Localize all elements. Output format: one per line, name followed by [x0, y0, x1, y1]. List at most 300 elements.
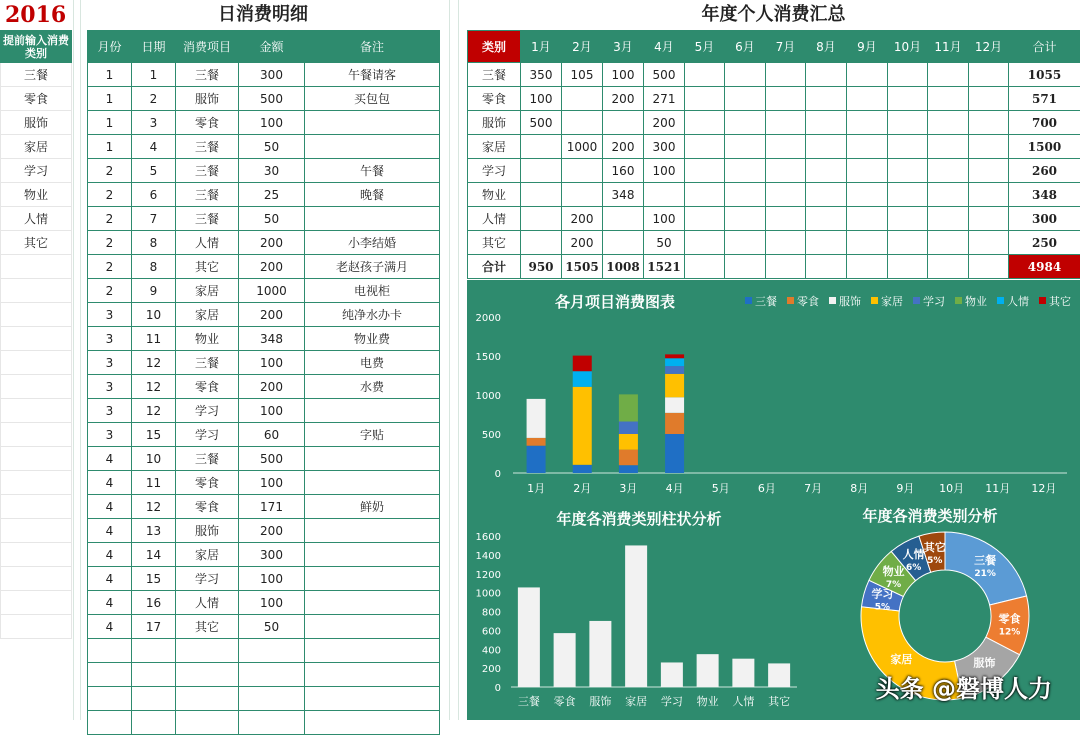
summary-total-row	[468, 255, 1080, 279]
summary-value[interactable]: 350	[521, 63, 562, 87]
summary-row-total[interactable]: 348	[1009, 183, 1080, 207]
summary-value[interactable]	[969, 63, 1009, 87]
summary-value[interactable]	[806, 111, 847, 135]
empty-cell[interactable]	[176, 663, 239, 687]
daily-cell[interactable]: 2	[88, 279, 132, 303]
summary-value[interactable]	[847, 231, 888, 255]
daily-cell[interactable]: 午餐请客	[305, 63, 440, 87]
category-cell[interactable]: 学习	[1, 159, 72, 183]
summary-value[interactable]	[521, 135, 562, 159]
daily-cell[interactable]: 11	[132, 471, 176, 495]
summary-value[interactable]	[847, 87, 888, 111]
summary-row-total[interactable]: 260	[1009, 159, 1080, 183]
summary-value[interactable]	[725, 183, 766, 207]
daily-cell[interactable]: 12	[132, 399, 176, 423]
summary-category[interactable]: 物业	[468, 183, 521, 207]
daily-cell[interactable]: 100	[239, 399, 305, 423]
year-cell[interactable]: 2016	[0, 0, 72, 30]
daily-cell[interactable]: 100	[239, 471, 305, 495]
summary-value[interactable]	[685, 231, 725, 255]
daily-cell[interactable]: 12	[132, 495, 176, 519]
category-cell[interactable]: 零食	[1, 87, 72, 111]
summary-value[interactable]	[521, 183, 562, 207]
summary-value[interactable]	[766, 63, 806, 87]
summary-value[interactable]: 200	[603, 87, 644, 111]
summary-value[interactable]	[847, 63, 888, 87]
empty-cell[interactable]	[1, 591, 72, 615]
empty-cell[interactable]	[1, 279, 72, 303]
daily-cell[interactable]: 3	[88, 327, 132, 351]
daily-cell[interactable]: 零食	[176, 495, 239, 519]
summary-value[interactable]	[928, 87, 969, 111]
stacked-bar-segment	[665, 358, 684, 366]
daily-cell[interactable]: 三餐	[176, 207, 239, 231]
empty-cell[interactable]	[132, 687, 176, 711]
daily-cell[interactable]: 1000	[239, 279, 305, 303]
empty-cell[interactable]	[176, 711, 239, 735]
summary-value[interactable]	[766, 207, 806, 231]
daily-cell[interactable]: 3	[132, 111, 176, 135]
summary-category[interactable]: 人情	[468, 207, 521, 231]
summary-value[interactable]: 200	[603, 135, 644, 159]
summary-value[interactable]	[685, 63, 725, 87]
summary-value[interactable]	[603, 111, 644, 135]
daily-cell[interactable]: 其它	[176, 615, 239, 639]
summary-value[interactable]	[928, 231, 969, 255]
daily-cell[interactable]: 学习	[176, 399, 239, 423]
daily-cell[interactable]: 3	[88, 399, 132, 423]
daily-cell[interactable]	[305, 399, 440, 423]
empty-cell[interactable]	[239, 639, 305, 663]
summary-row-total[interactable]: 250	[1009, 231, 1080, 255]
summary-row-total[interactable]: 700	[1009, 111, 1080, 135]
daily-cell[interactable]: 物业费	[305, 327, 440, 351]
daily-cell[interactable]: 12	[132, 351, 176, 375]
summary-value[interactable]	[806, 63, 847, 87]
daily-cell[interactable]: 三餐	[176, 159, 239, 183]
daily-cell[interactable]: 1	[132, 63, 176, 87]
daily-cell[interactable]: 零食	[176, 111, 239, 135]
summary-value[interactable]	[766, 159, 806, 183]
daily-cell[interactable]: 服饰	[176, 519, 239, 543]
daily-cell[interactable]: 7	[132, 207, 176, 231]
summary-row-total[interactable]: 1500	[1009, 135, 1080, 159]
empty-cell[interactable]	[1, 471, 72, 495]
daily-cell[interactable]: 三餐	[176, 351, 239, 375]
daily-cell[interactable]	[305, 615, 440, 639]
summary-month-total[interactable]: 950	[521, 255, 562, 279]
summary-category[interactable]: 零食	[468, 87, 521, 111]
daily-cell[interactable]: 1	[88, 135, 132, 159]
daily-cell[interactable]: 晚餐	[305, 183, 440, 207]
daily-cell[interactable]: 50	[239, 615, 305, 639]
daily-cell[interactable]: 171	[239, 495, 305, 519]
empty-cell[interactable]	[1, 495, 72, 519]
category-cell[interactable]: 三餐	[1, 63, 72, 87]
summary-row-total[interactable]: 1055	[1009, 63, 1080, 87]
summary-value[interactable]	[806, 87, 847, 111]
summary-value[interactable]	[888, 111, 928, 135]
summary-value[interactable]	[969, 207, 1009, 231]
summary-value[interactable]	[562, 183, 603, 207]
daily-cell[interactable]: 4	[88, 447, 132, 471]
summary-value[interactable]	[725, 111, 766, 135]
daily-cell[interactable]: 三餐	[176, 63, 239, 87]
daily-cell[interactable]: 2	[88, 183, 132, 207]
daily-cell[interactable]: 5	[132, 159, 176, 183]
summary-row-total[interactable]: 571	[1009, 87, 1080, 111]
daily-cell[interactable]: 2	[88, 231, 132, 255]
category-cell[interactable]: 家居	[1, 135, 72, 159]
daily-cell[interactable]: 100	[239, 111, 305, 135]
daily-cell[interactable]: 4	[88, 567, 132, 591]
summary-month-total[interactable]: 1008	[603, 255, 644, 279]
summary-value[interactable]	[685, 135, 725, 159]
daily-cell[interactable]	[305, 543, 440, 567]
daily-cell[interactable]: 家居	[176, 279, 239, 303]
empty-cell[interactable]	[305, 663, 440, 687]
category-bar-x-tick: 学习	[661, 695, 683, 708]
empty-cell[interactable]	[1, 543, 72, 567]
summary-month-total[interactable]	[725, 255, 766, 279]
daily-cell[interactable]: 10	[132, 303, 176, 327]
daily-cell[interactable]: 1	[88, 111, 132, 135]
daily-cell[interactable]: 17	[132, 615, 176, 639]
daily-cell[interactable]: 4	[88, 543, 132, 567]
empty-cell[interactable]	[1, 447, 72, 471]
summary-value[interactable]	[928, 183, 969, 207]
daily-cell[interactable]: 零食	[176, 375, 239, 399]
summary-value[interactable]	[562, 87, 603, 111]
summary-value[interactable]	[685, 87, 725, 111]
summary-total-label[interactable]: 合计	[468, 255, 521, 279]
daily-cell[interactable]: 水费	[305, 375, 440, 399]
summary-value[interactable]	[888, 135, 928, 159]
summary-month-total[interactable]	[888, 255, 928, 279]
daily-cell[interactable]	[305, 591, 440, 615]
summary-value[interactable]	[806, 183, 847, 207]
summary-value[interactable]: 200	[644, 111, 685, 135]
daily-cell[interactable]: 1	[88, 63, 132, 87]
empty-cell[interactable]	[1, 375, 72, 399]
summary-value[interactable]	[888, 159, 928, 183]
summary-value[interactable]: 105	[562, 63, 603, 87]
daily-cell[interactable]	[305, 447, 440, 471]
summary-value[interactable]	[521, 231, 562, 255]
summary-value[interactable]: 200	[562, 207, 603, 231]
summary-value[interactable]	[928, 63, 969, 87]
summary-value[interactable]: 200	[562, 231, 603, 255]
summary-value[interactable]: 500	[644, 63, 685, 87]
empty-cell[interactable]	[239, 687, 305, 711]
summary-value[interactable]	[928, 111, 969, 135]
daily-cell[interactable]: 鲜奶	[305, 495, 440, 519]
summary-value[interactable]	[685, 207, 725, 231]
summary-value[interactable]: 1000	[562, 135, 603, 159]
summary-value[interactable]	[847, 135, 888, 159]
summary-value[interactable]	[806, 159, 847, 183]
daily-cell[interactable]: 300	[239, 543, 305, 567]
empty-cell[interactable]	[1, 615, 72, 639]
summary-value[interactable]	[725, 231, 766, 255]
empty-cell[interactable]	[1, 351, 72, 375]
daily-cell[interactable]: 4	[132, 135, 176, 159]
summary-month-total[interactable]	[847, 255, 888, 279]
summary-value[interactable]	[969, 159, 1009, 183]
summary-month-total[interactable]	[766, 255, 806, 279]
summary-category[interactable]: 服饰	[468, 111, 521, 135]
summary-value[interactable]	[766, 135, 806, 159]
summary-value[interactable]	[644, 183, 685, 207]
summary-value[interactable]	[969, 111, 1009, 135]
daily-cell[interactable]	[305, 207, 440, 231]
category-list-header[interactable]: 提前输入消费类别	[1, 31, 72, 63]
daily-cell[interactable]: 3	[88, 423, 132, 447]
summary-grand-total[interactable]: 4984	[1009, 255, 1080, 279]
summary-value[interactable]	[888, 63, 928, 87]
summary-value[interactable]	[888, 183, 928, 207]
summary-value[interactable]	[766, 231, 806, 255]
daily-cell[interactable]	[305, 471, 440, 495]
daily-row	[88, 207, 440, 231]
summary-value[interactable]: 160	[603, 159, 644, 183]
summary-value[interactable]	[521, 207, 562, 231]
summary-value[interactable]	[603, 207, 644, 231]
legend-swatch	[1039, 297, 1046, 304]
summary-value[interactable]: 100	[521, 87, 562, 111]
empty-cell[interactable]	[239, 711, 305, 735]
daily-cell[interactable]: 电费	[305, 351, 440, 375]
summary-value[interactable]	[725, 87, 766, 111]
daily-cell[interactable]	[305, 519, 440, 543]
summary-value[interactable]	[766, 111, 806, 135]
empty-cell[interactable]	[88, 711, 132, 735]
daily-cell[interactable]: 2	[88, 255, 132, 279]
daily-cell[interactable]: 500	[239, 87, 305, 111]
daily-cell[interactable]: 2	[132, 87, 176, 111]
daily-cell[interactable]: 3	[88, 375, 132, 399]
daily-cell[interactable]: 老赵孩子满月	[305, 255, 440, 279]
daily-cell[interactable]: 50	[239, 135, 305, 159]
daily-cell[interactable]: 200	[239, 255, 305, 279]
daily-cell[interactable]: 13	[132, 519, 176, 543]
summary-category[interactable]: 家居	[468, 135, 521, 159]
empty-cell[interactable]	[88, 663, 132, 687]
empty-cell[interactable]	[305, 639, 440, 663]
stacked-x-tick: 7月	[804, 482, 822, 495]
summary-month-total[interactable]: 1521	[644, 255, 685, 279]
summary-category[interactable]: 三餐	[468, 63, 521, 87]
empty-cell[interactable]	[132, 663, 176, 687]
summary-value[interactable]	[928, 135, 969, 159]
summary-value[interactable]: 500	[521, 111, 562, 135]
daily-cell[interactable]: 100	[239, 567, 305, 591]
summary-month-total[interactable]	[806, 255, 847, 279]
summary-value[interactable]	[847, 159, 888, 183]
summary-value[interactable]	[685, 183, 725, 207]
daily-cell[interactable]: 人情	[176, 591, 239, 615]
summary-value[interactable]	[969, 135, 1009, 159]
daily-cell[interactable]: 物业	[176, 327, 239, 351]
daily-cell[interactable]: 25	[239, 183, 305, 207]
summary-value[interactable]: 100	[603, 63, 644, 87]
daily-cell[interactable]: 200	[239, 519, 305, 543]
summary-value[interactable]	[766, 183, 806, 207]
empty-cell[interactable]	[132, 711, 176, 735]
summary-value[interactable]: 300	[644, 135, 685, 159]
empty-cell[interactable]	[176, 687, 239, 711]
daily-row	[88, 135, 440, 159]
empty-cell[interactable]	[176, 639, 239, 663]
summary-value[interactable]	[888, 231, 928, 255]
category-cell[interactable]: 物业	[1, 183, 72, 207]
daily-cell[interactable]: 买包包	[305, 87, 440, 111]
summary-value[interactable]: 100	[644, 159, 685, 183]
daily-cell[interactable]	[305, 111, 440, 135]
summary-value[interactable]	[969, 87, 1009, 111]
daily-cell[interactable]: 其它	[176, 255, 239, 279]
empty-cell[interactable]	[88, 639, 132, 663]
daily-cell[interactable]: 4	[88, 615, 132, 639]
daily-cell[interactable]: 午餐	[305, 159, 440, 183]
daily-cell[interactable]: 11	[132, 327, 176, 351]
daily-cell[interactable]: 16	[132, 591, 176, 615]
daily-cell[interactable]: 电视柜	[305, 279, 440, 303]
daily-cell[interactable]: 三餐	[176, 447, 239, 471]
daily-cell[interactable]: 字贴	[305, 423, 440, 447]
daily-cell[interactable]: 100	[239, 591, 305, 615]
empty-cell[interactable]	[1, 423, 72, 447]
daily-cell[interactable]: 学习	[176, 567, 239, 591]
summary-value[interactable]	[928, 159, 969, 183]
empty-cell[interactable]	[1, 327, 72, 351]
daily-cell[interactable]: 12	[132, 375, 176, 399]
daily-cell[interactable]: 15	[132, 423, 176, 447]
daily-cell[interactable]: 学习	[176, 423, 239, 447]
summary-value[interactable]	[725, 135, 766, 159]
daily-cell[interactable]: 2	[88, 159, 132, 183]
summary-value[interactable]	[969, 231, 1009, 255]
summary-value[interactable]	[521, 159, 562, 183]
summary-category[interactable]: 学习	[468, 159, 521, 183]
summary-value[interactable]	[603, 231, 644, 255]
daily-cell[interactable]: 30	[239, 159, 305, 183]
summary-month-total[interactable]: 1505	[562, 255, 603, 279]
empty-cell[interactable]	[305, 687, 440, 711]
daily-cell[interactable]: 9	[132, 279, 176, 303]
daily-cell[interactable]: 3	[88, 303, 132, 327]
daily-cell[interactable]: 348	[239, 327, 305, 351]
empty-cell[interactable]	[132, 639, 176, 663]
summary-value[interactable]	[888, 87, 928, 111]
daily-cell[interactable]: 家居	[176, 303, 239, 327]
daily-cell[interactable]: 三餐	[176, 183, 239, 207]
summary-value[interactable]	[562, 111, 603, 135]
empty-cell[interactable]	[305, 711, 440, 735]
category-cell[interactable]: 人情	[1, 207, 72, 231]
category-cell[interactable]: 其它	[1, 231, 72, 255]
daily-cell[interactable]	[305, 567, 440, 591]
daily-cell[interactable]: 1	[88, 87, 132, 111]
summary-value[interactable]	[562, 159, 603, 183]
summary-value[interactable]: 271	[644, 87, 685, 111]
summary-value[interactable]	[725, 159, 766, 183]
daily-cell[interactable]: 8	[132, 255, 176, 279]
summary-value[interactable]	[806, 135, 847, 159]
summary-value[interactable]	[847, 183, 888, 207]
daily-cell[interactable]: 15	[132, 567, 176, 591]
summary-value[interactable]	[847, 111, 888, 135]
daily-cell[interactable]: 三餐	[176, 135, 239, 159]
daily-cell[interactable]: 小李结婚	[305, 231, 440, 255]
daily-cell[interactable]: 200	[239, 231, 305, 255]
daily-cell[interactable]: 100	[239, 351, 305, 375]
summary-value[interactable]	[685, 111, 725, 135]
daily-cell[interactable]: 2	[88, 207, 132, 231]
daily-cell[interactable]: 10	[132, 447, 176, 471]
daily-cell[interactable]: 8	[132, 231, 176, 255]
summary-value[interactable]	[766, 87, 806, 111]
summary-value[interactable]: 100	[644, 207, 685, 231]
daily-cell[interactable]: 200	[239, 375, 305, 399]
summary-value[interactable]	[888, 207, 928, 231]
summary-category[interactable]: 其它	[468, 231, 521, 255]
daily-cell[interactable]: 零食	[176, 471, 239, 495]
empty-cell[interactable]	[88, 687, 132, 711]
stacked-x-tick: 4月	[666, 482, 684, 495]
daily-cell[interactable]: 6	[132, 183, 176, 207]
summary-value[interactable]: 50	[644, 231, 685, 255]
summary-month-total[interactable]	[928, 255, 969, 279]
daily-cell[interactable]: 3	[88, 351, 132, 375]
summary-row-total[interactable]: 300	[1009, 207, 1080, 231]
daily-cell[interactable]: 500	[239, 447, 305, 471]
daily-cell[interactable]: 人情	[176, 231, 239, 255]
summary-value[interactable]	[806, 207, 847, 231]
summary-value[interactable]	[725, 207, 766, 231]
daily-cell[interactable]: 200	[239, 303, 305, 327]
daily-cell[interactable]: 60	[239, 423, 305, 447]
summary-value[interactable]	[969, 183, 1009, 207]
daily-cell[interactable]	[305, 135, 440, 159]
empty-cell[interactable]	[239, 663, 305, 687]
summary-value[interactable]	[928, 207, 969, 231]
empty-cell[interactable]	[1, 399, 72, 423]
daily-cell[interactable]: 4	[88, 495, 132, 519]
category-cell[interactable]: 服饰	[1, 111, 72, 135]
summary-value[interactable]	[847, 207, 888, 231]
daily-cell[interactable]: 4	[88, 591, 132, 615]
daily-cell[interactable]: 300	[239, 63, 305, 87]
summary-value[interactable]	[725, 63, 766, 87]
summary-value[interactable]	[806, 231, 847, 255]
daily-cell[interactable]: 服饰	[176, 87, 239, 111]
daily-cell[interactable]: 50	[239, 207, 305, 231]
empty-cell[interactable]	[1, 303, 72, 327]
daily-cell[interactable]: 家居	[176, 543, 239, 567]
summary-month-total[interactable]	[969, 255, 1009, 279]
daily-cell[interactable]: 纯净水办卡	[305, 303, 440, 327]
empty-cell[interactable]	[1, 519, 72, 543]
empty-cell[interactable]	[1, 567, 72, 591]
daily-cell[interactable]: 4	[88, 471, 132, 495]
daily-cell[interactable]: 4	[88, 519, 132, 543]
summary-value[interactable]	[685, 159, 725, 183]
summary-month-total[interactable]	[685, 255, 725, 279]
summary-value[interactable]: 348	[603, 183, 644, 207]
daily-cell[interactable]: 14	[132, 543, 176, 567]
empty-cell[interactable]	[1, 255, 72, 279]
